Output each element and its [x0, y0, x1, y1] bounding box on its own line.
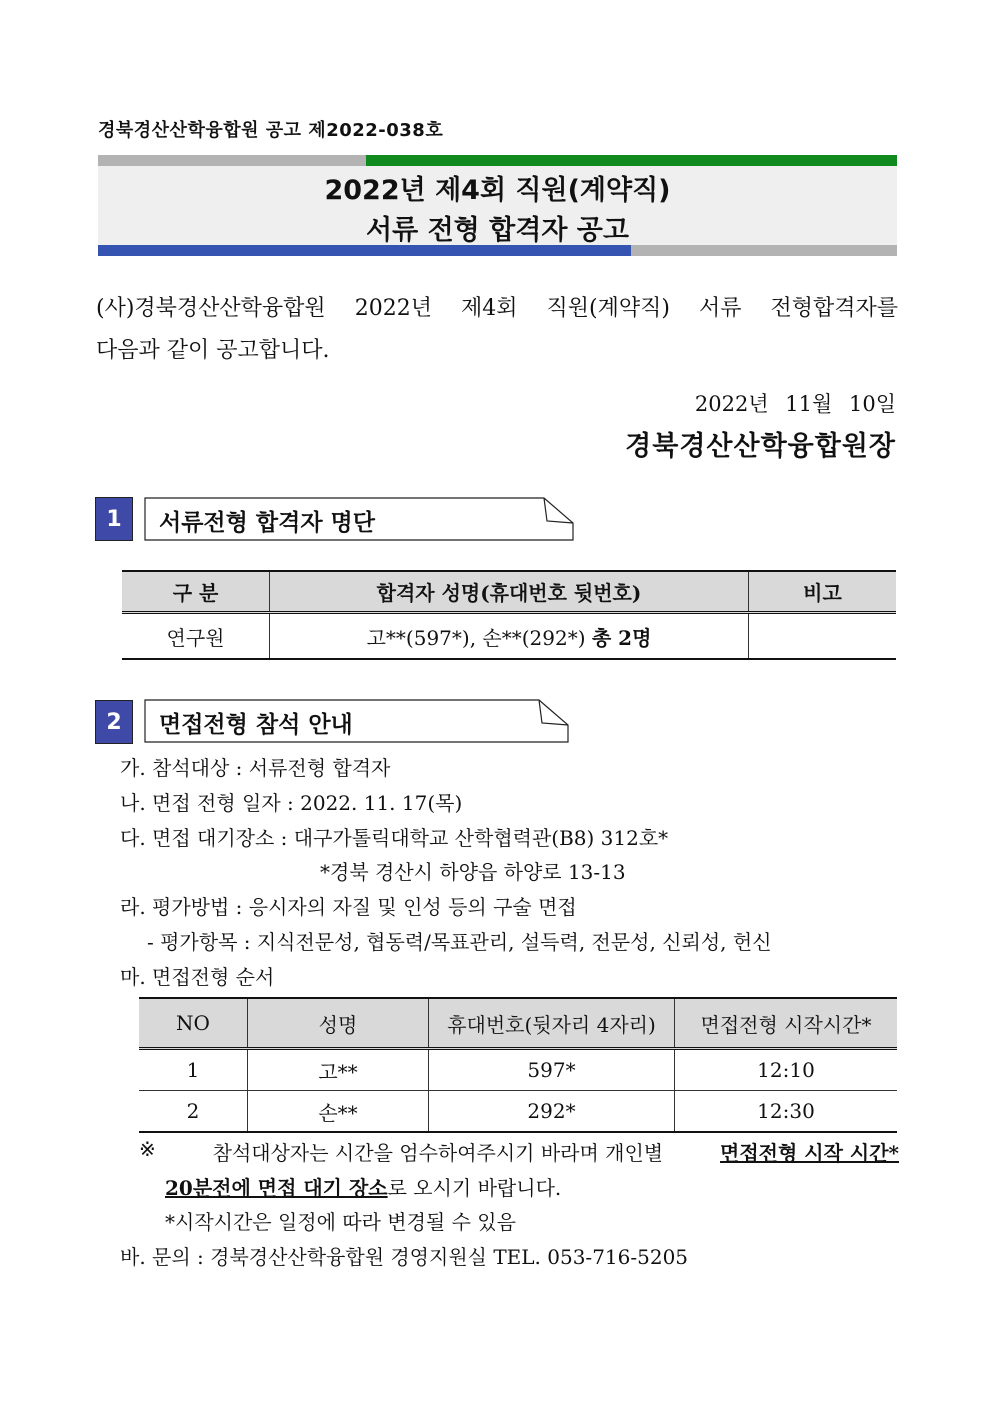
item-ra: 라. 평가방법 : 응시자의 자질 및 인성 등의 구술 면접 [120, 895, 577, 919]
passers-names-cell [270, 613, 749, 660]
schedule-header-no: NO [139, 998, 248, 1049]
page-title-line1: 2022년 제4회 직원(계약직) [324, 175, 671, 206]
schedule-name: 손** [248, 1091, 429, 1133]
notice-number: 경북경산산학융합원 공고 제2022-038호 [98, 120, 444, 141]
signer: 경북경산산학융합원장 [625, 431, 896, 462]
passers-header-names: 합격자 성명(휴대번호 뒷번호) [270, 571, 749, 613]
schedule-phone: 597* [429, 1049, 675, 1091]
schedule-time: 12:30 [675, 1091, 898, 1133]
banner-top-green-bar [366, 155, 897, 166]
item-na: 나. 면접 전형 일자 : 2022. 11. 17(목) [120, 791, 463, 815]
intro-line2: 다음과 같이 공고합니다. [96, 338, 330, 363]
banner-top-gray-bar [98, 155, 366, 166]
item-da: 다. 면접 대기장소 : 대구가톨릭대학교 산학협력관(B8) 312호* [120, 826, 669, 850]
page-title-line2: 서류 전형 합격자 공고 [366, 215, 629, 246]
schedule-phone: 292* [429, 1091, 675, 1133]
notice-date: 2022년 11월 10일 [694, 392, 896, 416]
contact-info: 바. 문의 : 경북경산산학융합원 경영지원실 TEL. 053-716-5205 [120, 1245, 689, 1269]
schedule-header-phone: 휴대번호(뒷자리 4자리) [429, 998, 675, 1049]
note-text: 참석대상자는 시간을 엄수하여주시기 바라며 개인별 [212, 1141, 664, 1165]
item-ra-criteria: - 평가항목 : 지식전문성, 협동력/목표관리, 설득력, 전문성, 신뢰성, 헌신 [147, 930, 772, 954]
note-line1 [139, 1137, 899, 1166]
passers-category: 연구원 [122, 613, 270, 660]
section2-number-badge: 2 [95, 700, 133, 744]
note-line2 [165, 1172, 561, 1201]
reference-mark-icon: ※ [139, 1137, 156, 1161]
passers-remark [749, 613, 897, 660]
passers-names: 고**(597*), 손**(292*) [366, 625, 586, 650]
passers-total: 총 2명 [591, 625, 652, 650]
table-row [139, 1049, 897, 1091]
interview-schedule-table [139, 997, 897, 1133]
schedule-header-name: 성명 [248, 998, 429, 1049]
section1-number-badge: 1 [95, 497, 133, 541]
note-emphasis-start-time: 면접전형 시작 시간* [720, 1141, 899, 1165]
table-row [139, 1091, 897, 1133]
note-emphasis-waiting-place: 20분전에 면접 대기 장소 [165, 1176, 388, 1200]
passers-header-remark: 비고 [749, 571, 897, 613]
passers-header-category: 구 분 [122, 571, 270, 613]
section2-header [144, 699, 569, 743]
schedule-time: 12:10 [675, 1049, 898, 1091]
item-ma: 마. 면접전형 순서 [120, 965, 275, 989]
schedule-no: 1 [139, 1049, 248, 1091]
item-ga: 가. 참석대상 : 서류전형 합격자 [120, 756, 391, 780]
schedule-header-time: 면접전형 시작시간* [675, 998, 898, 1049]
schedule-name: 고** [248, 1049, 429, 1091]
section1-header [144, 497, 574, 541]
note-text-end: 로 오시기 바랍니다. [387, 1176, 562, 1200]
section2-title: 면접전형 참석 안내 [159, 712, 353, 738]
passers-table [122, 570, 896, 660]
intro-line1: (사)경북경산산학융합원 2022년 제4회 직원(계약직) 서류 전형합격자를 [96, 296, 898, 321]
section1-title: 서류전형 합격자 명단 [159, 510, 375, 536]
note-sub: *시작시간은 일정에 따라 변경될 수 있음 [165, 1210, 516, 1234]
table-row [122, 613, 896, 660]
schedule-no: 2 [139, 1091, 248, 1133]
item-da-address: *경북 경산시 하양읍 하양로 13-13 [320, 860, 626, 884]
